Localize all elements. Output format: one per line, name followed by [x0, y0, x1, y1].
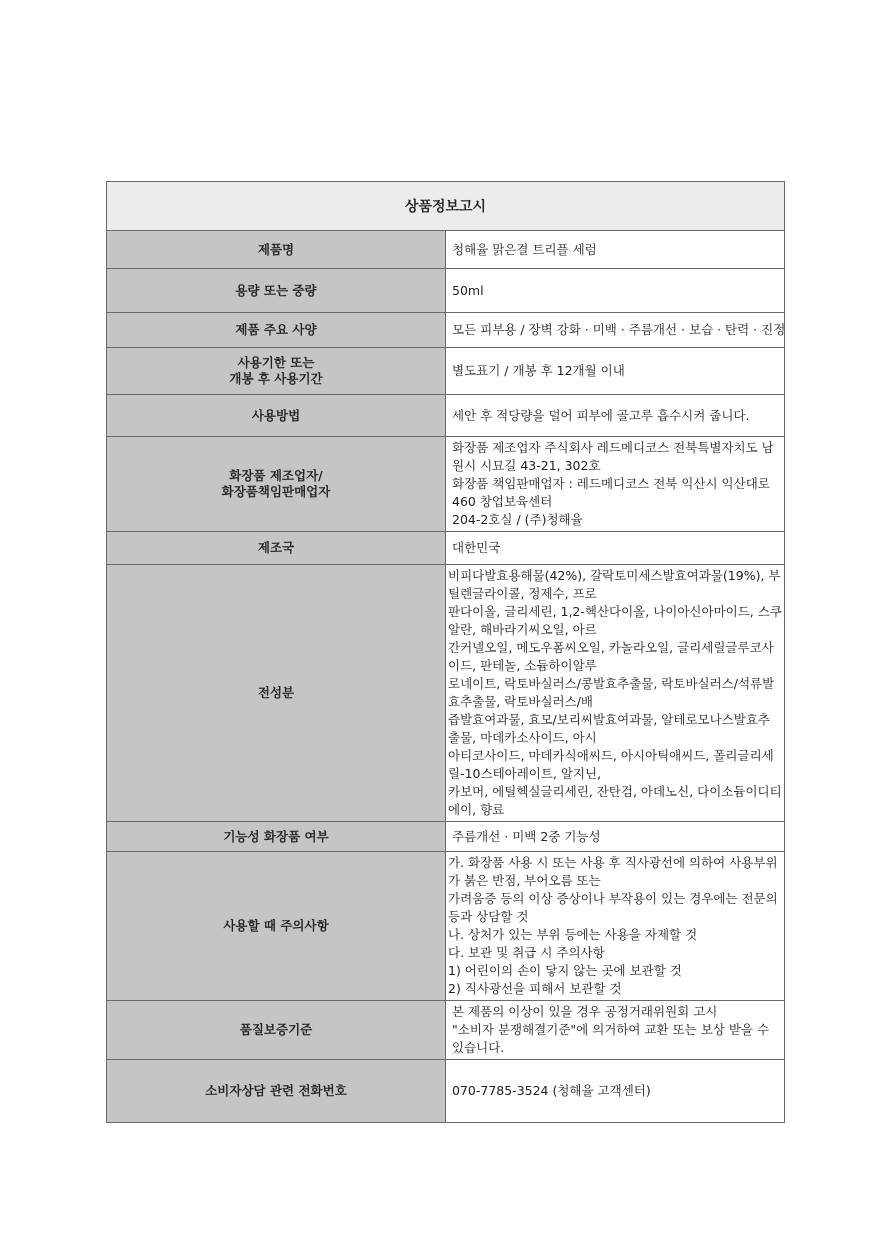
row-volume [107, 269, 785, 313]
label-usage: 사용방법 [107, 395, 446, 437]
label-precautions: 사용할 때 주의사항 [107, 852, 446, 1001]
label-volume: 용량 또는 중량 [107, 269, 446, 313]
value-ingredients: 비피다발효용해물(42%), 갈락토미세스발효여과물(19%), 부틸렌글라이콜, 정제수, 프로 판다이올, 글리세린, 1,2-헥산다이올, 나이아신아마이드, 스쿠알란, 해바라기씨오일, 아르 간커넬오일, 메도우폼씨오일, 카놀라오일, 글리세릴글루코사이드, 판테놀, 소듐하이알루 로네이트, 락토바실러스/콩발효추출물, 락토바실러스/석류발효추출물, 락토바실러스/배 즙발효여과물, 효모/보리씨발효여과물, 알테로모나스발효추출물, 마데카소사이드, 아시 아티코사이드, 마데카식애씨드, 아시아틱애씨드, 폴리글리세릴-10스테아레이트, 알지닌, 카보머, 에틸헥실글리세린, 잔탄검, 아데노신, 다이소듐이디티에이, 향료 [446, 565, 785, 822]
row-expiry [107, 348, 785, 395]
row-precautions [107, 852, 785, 1001]
value-main-spec: 모든 피부용 / 장벽 강화 · 미백 · 주름개선 · 보습 · 탄력 · 진정 [446, 313, 785, 348]
value-country: 대한민국 [446, 532, 785, 565]
value-usage: 세안 후 적당량을 덜어 피부에 골고루 흡수시켜 줍니다. [446, 395, 785, 437]
product-info-table [106, 181, 785, 1123]
label-manufacturer: 화장품 제조업자/ 화장품책임판매업자 [107, 437, 446, 532]
value-product-name: 청해율 맑은결 트리플 세럼 [446, 231, 785, 269]
label-main-spec: 제품 주요 사양 [107, 313, 446, 348]
value-volume: 50ml [446, 269, 785, 313]
row-quality [107, 1001, 785, 1060]
value-manufacturer: 화장품 제조업자 주식회사 레드메디코스 전북특별자치도 남원시 시묘길 43-21, 302호 화장품 책임판매업자 : 레드메디코스 전북 익산시 익산대로 460 창업보육센터 204-2호실 / (주)청해율 [446, 437, 785, 532]
value-functional: 주름개선 · 미백 2중 기능성 [446, 822, 785, 852]
label-ingredients: 전성분 [107, 565, 446, 822]
label-country: 제조국 [107, 532, 446, 565]
label-quality: 품질보증기준 [107, 1001, 446, 1060]
value-quality: 본 제품의 이상이 있을 경우 공정거래위원회 고시 "소비자 분쟁해결기준"에 의거하여 교환 또는 보상 받을 수 있습니다. [446, 1001, 785, 1060]
row-phone [107, 1060, 785, 1123]
row-country [107, 532, 785, 565]
label-expiry: 사용기한 또는 개봉 후 사용기간 [107, 348, 446, 395]
row-functional [107, 822, 785, 852]
row-usage [107, 395, 785, 437]
row-manufacturer [107, 437, 785, 532]
row-main-spec [107, 313, 785, 348]
value-expiry: 별도표기 / 개봉 후 12개월 이내 [446, 348, 785, 395]
label-product-name: 제품명 [107, 231, 446, 269]
table-title: 상품정보고시 [107, 182, 785, 231]
label-phone: 소비자상담 관련 전화번호 [107, 1060, 446, 1123]
value-phone: 070-7785-3524 (청해율 고객센터) [446, 1060, 785, 1123]
row-ingredients [107, 565, 785, 822]
row-product-name [107, 231, 785, 269]
value-precautions: 가. 화장품 사용 시 또는 사용 후 직사광선에 의하여 사용부위가 붉은 반점, 부어오름 또는 가려움증 등의 이상 증상이나 부작용이 있는 경우에는 전문의 등과 상담할 것 나. 상처가 있는 부위 등에는 사용을 자제할 것 다. 보관 및 취급 시 주의사항 1) 어린이의 손이 닿지 않는 곳에 보관할 것 2) 직사광선을 피해서 보관할 것 [446, 852, 785, 1001]
label-functional: 기능성 화장품 여부 [107, 822, 446, 852]
